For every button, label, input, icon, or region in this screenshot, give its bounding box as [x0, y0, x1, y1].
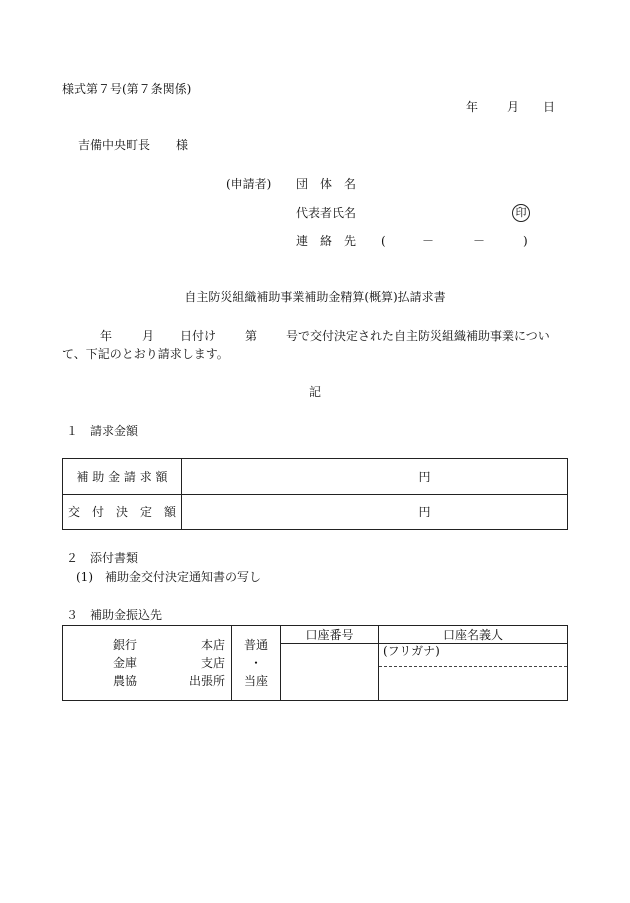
- decision-amount-label: 交 付 決 定 額: [63, 495, 182, 530]
- contact-open-paren: (: [381, 234, 386, 248]
- institution-list: [113, 636, 137, 690]
- date-month: 月: [507, 100, 520, 114]
- account-number-header: 口座番号: [281, 626, 379, 644]
- request-amount-unit: 円: [182, 459, 568, 495]
- body-year: 年: [100, 329, 113, 343]
- body-no-prefix: 第: [245, 329, 258, 343]
- section1-heading: １ 請求金額: [66, 424, 139, 438]
- account-type-cell: [232, 626, 281, 701]
- decision-amount-unit: 円: [182, 495, 568, 530]
- branch-main: 本店: [200, 638, 225, 652]
- contact-close-paren: ): [523, 234, 528, 248]
- institution-bank: 銀行: [113, 638, 138, 652]
- representative-label: 代表者氏名: [296, 206, 357, 220]
- date-day: 日: [543, 100, 556, 114]
- account-holder-header: 口座名義人: [379, 626, 568, 644]
- institution-cell: [63, 626, 232, 701]
- branch-sub: 支店: [200, 656, 225, 670]
- document-title: 自主防災組織補助事業補助金精算(概算)払請求書: [184, 290, 446, 304]
- attachment-item: (1) 補助金交付決定通知書の写し: [76, 570, 261, 584]
- account-type-ordinary: 普通: [243, 638, 268, 652]
- body-month: 月: [142, 329, 155, 343]
- bank-transfer-table: [62, 625, 568, 701]
- addressee-name: 吉備中央町長: [78, 138, 151, 152]
- section3-heading: ３ 補助金振込先: [66, 608, 163, 622]
- contact-dash-2: －: [473, 234, 486, 248]
- branch-list: [189, 636, 225, 690]
- institution-shinkin: 金庫: [113, 656, 138, 670]
- account-number-value: [281, 644, 379, 701]
- contact-label: 連 絡 先: [296, 234, 357, 248]
- branch-office: 出張所: [188, 674, 225, 688]
- account-type-separator: ・: [249, 656, 262, 670]
- group-name-label: 団 体 名: [296, 177, 357, 191]
- ki-label: 記: [308, 385, 321, 399]
- date-year: 年: [466, 100, 479, 114]
- form-number: 様式第７号(第７条関係): [62, 82, 192, 96]
- request-amount-label: 補 助 金 請 求 額: [63, 459, 182, 495]
- request-amount-table: [62, 458, 568, 530]
- seal-mark: 印: [512, 204, 530, 222]
- contact-dash-1: －: [422, 234, 435, 248]
- account-holder-value: [379, 666, 568, 700]
- furigana-label: (フリガナ): [379, 644, 568, 666]
- body-line1-rest: 号で交付決定された自主防災組織補助事業につい: [286, 329, 550, 343]
- table-row: [63, 495, 568, 530]
- institution-nokyo: 農協: [113, 674, 138, 688]
- section2-heading: ２ 添付書類: [66, 551, 139, 565]
- body-line2: て、下記のとおり請求します。: [62, 347, 229, 361]
- table-row: [63, 459, 568, 495]
- applicant-label: (申請者): [226, 177, 272, 191]
- addressee-honorific: 様: [176, 138, 189, 152]
- table-row: [63, 626, 568, 644]
- account-type-current: 当座: [243, 674, 268, 688]
- body-day: 日付け: [180, 329, 217, 343]
